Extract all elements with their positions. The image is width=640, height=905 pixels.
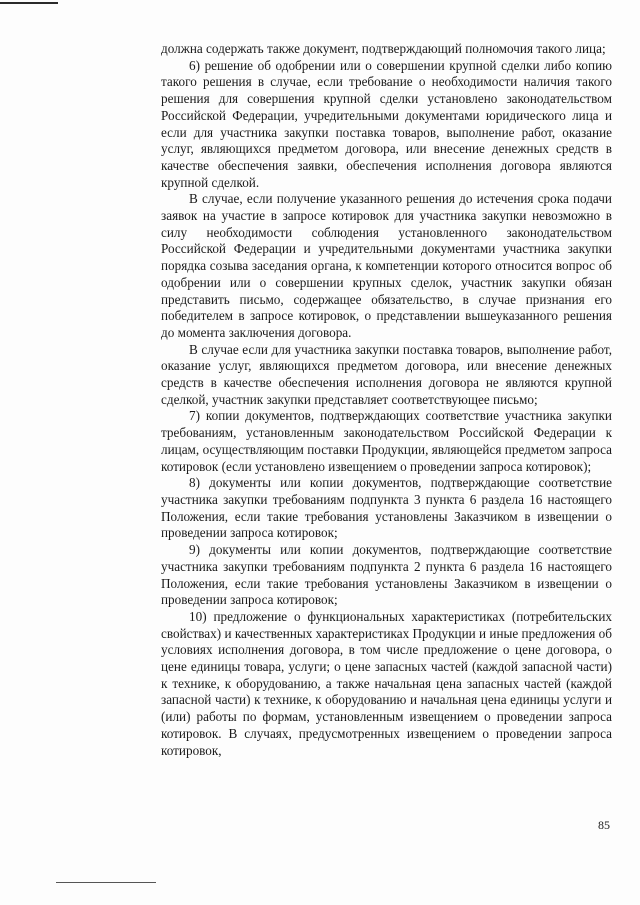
paragraph-decision-deadline: В случае, если получение указанного решения до истечения срока подачи заявок на участие в запросе котировок для участника закупки невозможно в силу необходимости соблюдения установленного законодательством Российской Федерации и учредительными документами участника закупки порядка созыва заседания органа, к компетенции которого относится вопрос об одобрении или о совершении крупных сделок, участник закупки обязан представить письмо, содержащее обязательство, в случае признания его победителем в запросе котировок, о представлении вышеуказанного решения до момента заключения договора. bbox=[161, 191, 612, 340]
paragraph-item-6: 6) решение об одобрении или о совершении крупной сделки либо копию такого решения в случае, если требование о необходимости наличия такого решения для совершения крупной сделки установлено законодательством Российской Федерации, учредительными документами юридического лица и если для участника закупки поставка товаров, выполнение работ, оказание услуг, являющихся предметом договора, или внесение денежных средств в качестве обеспечения заявки, обеспечения исполнения договора являются крупной сделкой. bbox=[161, 57, 612, 190]
paragraph-item-10: 10) предложение о функциональных характеристиках (потребительских свойствах) и качественных характеристиках Продукции и иные предложения об условиях исполнения договора, в том числе предложение о цене договора, о цене единицы товара, услуги; о цене запасных частей (каждой запасной части) к технике, к оборудованию, а также начальная цена запасных частей (каждой запасной части) к технике, к оборудованию и начальная цена единицы услуги и (или) работы по формам, установленным извещением о проведении запроса котировок. В случаях, предусмотренных извещением о проведении запроса котировок, bbox=[161, 608, 612, 758]
paragraph-not-major-deal: В случае если для участника закупки поставка товаров, выполнение работ, оказание услуг, являющихся предметом договора, или внесение денежных средств в качестве обеспечения исполнения договора не являются крупной сделкой, участник закупки представляет соответствующее письмо; bbox=[161, 341, 612, 407]
paragraph-item-9: 9) документы или копии документов, подтверждающие соответствие участника закупки требованиям подпункта 2 пункта 6 раздела 16 настоящего Положения, если такие требования установлены Заказчиком в извещении о проведении запроса котировок; bbox=[161, 542, 612, 608]
scan-artifact-line bbox=[0, 2, 58, 4]
scan-artifact-line-bottom bbox=[56, 882, 156, 883]
paragraph-item-7: 7) копии документов, подтверждающих соответствие участника закупки требованиям, установленным законодательством Российской Федерации к лицам, осуществляющим поставки Продукции, являющейся предметом запроса котировок (если установлено извещением о проведении запроса котировок); bbox=[161, 408, 612, 474]
page-number: 85 bbox=[598, 818, 610, 832]
document-body bbox=[161, 41, 612, 759]
paragraph-continuation: должна содержать также документ, подтверждающий полномочия такого лица; bbox=[161, 41, 606, 56]
paragraph-item-8: 8) документы или копии документов, подтверждающие соответствие участника закупки требованиям подпункта 3 пункта 6 раздела 16 настоящего Положения, если такие требования установлены Заказчиком в извещении о проведении запроса котировок; bbox=[161, 475, 612, 541]
